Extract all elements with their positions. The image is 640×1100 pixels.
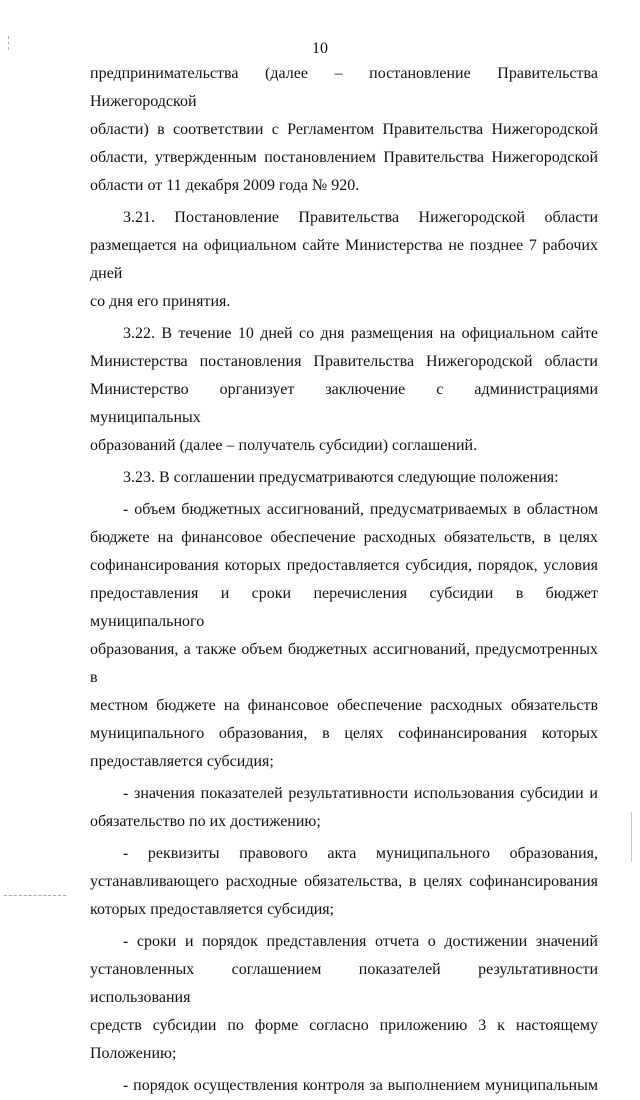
list-item [90, 840, 598, 924]
scan-artifact-mark [631, 812, 632, 862]
text-line: - реквизиты правового акта муниципального образования, [123, 845, 598, 862]
text-line: Министерства постановления Правительства Нижегородской области [90, 353, 598, 370]
text-line: Положению; [90, 1045, 177, 1062]
text-line: области, утвержденным постановлением Правительства Нижегородской [90, 149, 598, 166]
text-line: установленных соглашением показателей результативности использования [90, 961, 598, 1006]
list-item [90, 1072, 598, 1100]
page-number: 10 [312, 40, 328, 57]
paragraph [90, 464, 598, 492]
text-line: устанавливающего расходные обязательства, в целях софинансирования [90, 873, 598, 890]
text-line: образования, а также объем бюджетных ассигнований, предусмотренных в [90, 641, 598, 686]
text-line: средств субсидии по форме согласно приложению 3 к настоящему [90, 1017, 598, 1034]
scan-artifact-mark [4, 895, 66, 897]
text-line: обязательство по их достижению; [90, 813, 321, 830]
paragraph [90, 320, 598, 460]
list-item [90, 780, 598, 836]
text-line: 3.23. В соглашении предусматриваются следующие положения: [123, 469, 559, 486]
text-line: предпринимательства (далее – постановление Правительства Нижегородской [90, 65, 598, 110]
text-line: местном бюджете на финансовое обеспечение расходных обязательств [90, 697, 598, 714]
text-line: которых предоставляется субсидия; [90, 901, 335, 918]
text-line: размещается на официальном сайте Министерства не позднее 7 рабочих дней [90, 237, 598, 282]
text-line: бюджете на финансовое обеспечение расходных обязательств, в целях [90, 529, 598, 546]
list-item [90, 496, 598, 776]
text-line: Министерство организует заключение с администрациями муниципальных [90, 381, 598, 426]
paragraph [90, 60, 598, 200]
text-line: - сроки и порядок представления отчета о достижении значений [123, 933, 598, 950]
paragraph [90, 204, 598, 316]
text-line: образований (далее – получатель субсидии) соглашений. [90, 437, 478, 454]
text-line: - объем бюджетных ассигнований, предусматриваемых в областном [123, 501, 598, 518]
text-line: муниципального образования, в целях софинансирования которых [90, 725, 598, 742]
text-line: со дня его принятия. [90, 293, 231, 310]
text-line: области от 11 декабря 2009 года № 920. [90, 177, 360, 194]
text-line: 3.22. В течение 10 дней со дня размещения на официальном сайте [123, 325, 598, 342]
text-line: предоставления и сроки перечисления субсидии в бюджет муниципального [90, 585, 598, 630]
document-body [90, 60, 598, 1100]
text-line: предоставляется субсидия; [90, 753, 274, 770]
text-line: области) в соответствии с Регламентом Правительства Нижегородской [90, 121, 598, 138]
list-item [90, 928, 598, 1068]
text-line: - порядок осуществления контроля за выполнением муниципальным [123, 1077, 598, 1094]
text-line: 3.21. Постановление Правительства Нижегородской области [123, 209, 598, 226]
text-line: - значения показателей результативности использования субсидии и [123, 785, 598, 802]
text-line: софинансирования которых предоставляется субсидия, порядок, условия [90, 557, 598, 574]
